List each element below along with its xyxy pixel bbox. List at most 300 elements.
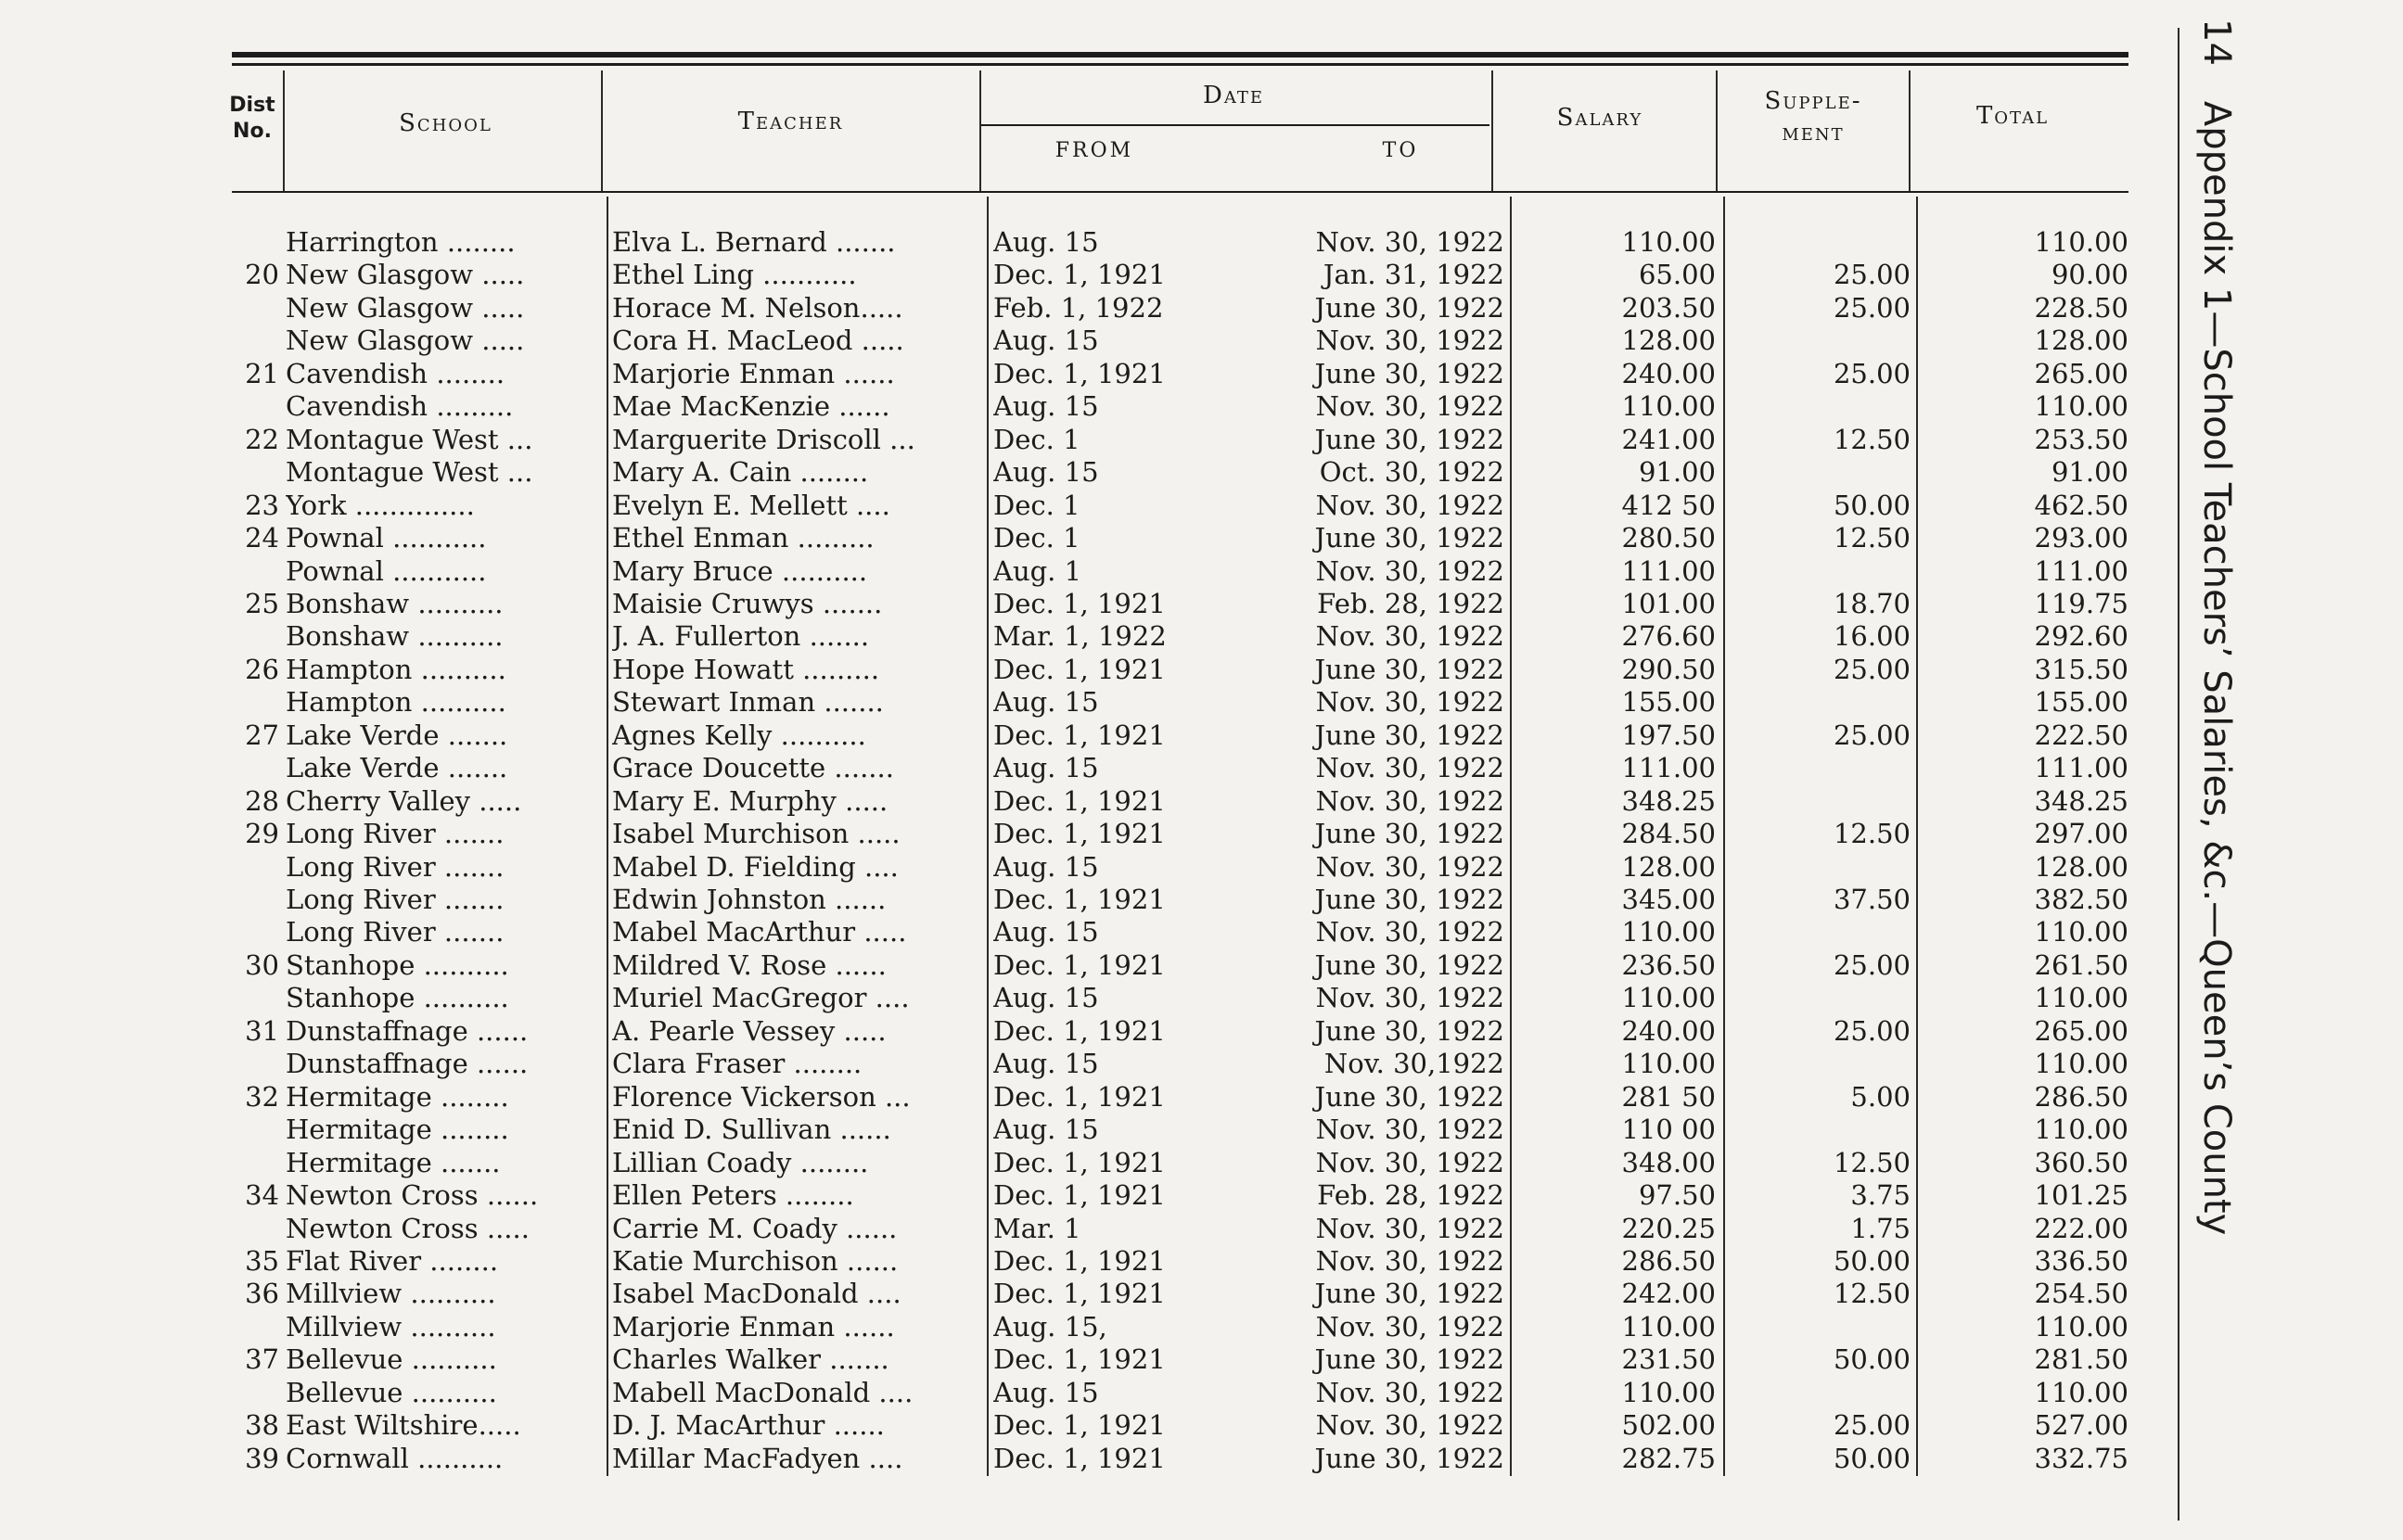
date-to: June 30, 1922 xyxy=(1314,1080,1504,1113)
total-amount: 527.00 xyxy=(2034,1409,2128,1442)
date-to: Nov. 30, 1922 xyxy=(1315,620,1504,653)
date-to: Feb. 28, 1922 xyxy=(1317,587,1504,619)
total-amount: 110.00 xyxy=(2034,982,2128,1014)
header-divider xyxy=(1491,70,1493,191)
date-to: June 30, 1922 xyxy=(1314,948,1504,981)
total-amount: 292.60 xyxy=(2034,620,2128,653)
school-name: Stanhope .......... xyxy=(286,982,509,1014)
header-bottom-rule xyxy=(232,191,2128,193)
side-title xyxy=(2179,19,2254,1521)
teacher-name: Mildred V. Rose ...... xyxy=(612,948,887,981)
salary-amount: 110.00 xyxy=(1621,390,1716,423)
date-from: Dec. 1 xyxy=(993,423,1080,455)
school-name: Long River ....... xyxy=(286,916,505,948)
dist-number: 38 xyxy=(245,1409,279,1442)
date-from-header: FROM xyxy=(1055,139,1134,162)
date-to: Nov. 30, 1922 xyxy=(1315,1146,1504,1178)
total-amount: 110.00 xyxy=(2034,916,2128,948)
supplement-amount: 25.00 xyxy=(1833,653,1911,685)
salary-amount: 65.00 xyxy=(1638,259,1716,291)
school-name: Montague West ... xyxy=(286,456,533,489)
dist-number: 23 xyxy=(245,489,279,521)
salary-header: Salary xyxy=(1556,104,1643,132)
school-name: Cherry Valley ..... xyxy=(286,784,522,817)
salary-amount: 345.00 xyxy=(1621,884,1716,915)
supplement-header-line1: Supple- xyxy=(1764,87,1862,115)
salary-amount: 128.00 xyxy=(1621,850,1716,883)
date-to: Nov. 30, 1922 xyxy=(1315,1376,1504,1408)
date-from: Dec. 1, 1921 xyxy=(993,357,1166,389)
total-amount: 348.25 xyxy=(2034,784,2128,817)
date-to: June 30, 1922 xyxy=(1314,357,1504,389)
total-amount: 382.50 xyxy=(2034,884,2128,915)
table-row xyxy=(0,522,2403,554)
teacher-name: Marjorie Enman ...... xyxy=(612,1310,895,1343)
date-from: Dec. 1, 1921 xyxy=(993,1080,1166,1113)
school-name: Hermitage ....... xyxy=(286,1146,501,1178)
dist-number: 28 xyxy=(245,784,279,817)
teacher-name: Charles Walker ....... xyxy=(612,1343,889,1376)
salary-amount: 412 50 xyxy=(1621,489,1716,521)
date-to-header: TO xyxy=(1382,139,1419,162)
table-row xyxy=(0,1213,2403,1245)
salary-amount: 236.50 xyxy=(1621,948,1716,981)
dist-number: 30 xyxy=(245,948,279,981)
supplement-amount: 50.00 xyxy=(1833,1343,1911,1376)
salary-amount: 111.00 xyxy=(1621,752,1716,784)
date-to: Nov. 30, 1922 xyxy=(1315,390,1504,423)
date-to: Nov. 30, 1922 xyxy=(1315,1212,1504,1244)
table-row xyxy=(0,292,2403,325)
dist-number: 22 xyxy=(245,423,279,455)
date-from: Aug. 15 xyxy=(993,1114,1099,1146)
total-amount: 332.75 xyxy=(2034,1442,2128,1474)
table-row xyxy=(0,456,2403,489)
school-name: Hampton .......... xyxy=(286,686,506,719)
no-header-label: No. xyxy=(233,120,272,143)
date-to: Nov. 30, 1922 xyxy=(1315,982,1504,1014)
teacher-name: Mabell MacDonald .... xyxy=(612,1376,914,1408)
date-to: Nov. 30, 1922 xyxy=(1315,554,1504,587)
total-amount: 111.00 xyxy=(2034,752,2128,784)
total-amount: 286.50 xyxy=(2034,1080,2128,1113)
dist-number: 31 xyxy=(245,1014,279,1047)
table-row xyxy=(0,1179,2403,1212)
total-amount: 360.50 xyxy=(2034,1146,2128,1178)
total-amount: 110.00 xyxy=(2034,1114,2128,1146)
date-to: Nov. 30, 1922 xyxy=(1315,752,1504,784)
date-from: Dec. 1, 1921 xyxy=(993,653,1166,685)
date-to: Nov. 30, 1922 xyxy=(1315,1244,1504,1277)
salary-amount: 284.50 xyxy=(1621,818,1716,850)
total-amount: 261.50 xyxy=(2034,948,2128,981)
supplement-amount: 25.00 xyxy=(1833,259,1911,291)
teacher-name: Florence Vickerson ... xyxy=(612,1080,911,1113)
date-to: Nov. 30, 1922 xyxy=(1315,916,1504,948)
date-from: Dec. 1, 1921 xyxy=(993,884,1166,915)
date-to: June 30, 1922 xyxy=(1314,423,1504,455)
date-from: Dec. 1, 1921 xyxy=(993,719,1166,751)
date-from: Dec. 1, 1921 xyxy=(993,1343,1166,1376)
supplement-header xyxy=(1720,85,1906,148)
total-amount: 265.00 xyxy=(2034,1014,2128,1047)
date-from: Aug. 15 xyxy=(993,850,1099,883)
teacher-name: Edwin Johnston ...... xyxy=(612,884,887,915)
total-amount: 462.50 xyxy=(2034,489,2128,521)
dist-number: 36 xyxy=(245,1278,279,1310)
teacher-name: Clara Fraser ........ xyxy=(612,1048,863,1080)
salary-amount: 111.00 xyxy=(1621,554,1716,587)
supplement-amount: 12.50 xyxy=(1833,522,1911,554)
appendix-title: Appendix 1—School Teachers’ Salaries, &c.—Queen’s County xyxy=(2195,100,2238,1236)
page-number: 14 xyxy=(2195,19,2238,66)
table-row xyxy=(0,259,2403,291)
school-name: York .............. xyxy=(286,489,475,521)
school-name: New Glasgow ..... xyxy=(286,325,525,357)
salary-amount: 282.75 xyxy=(1621,1442,1716,1474)
teacher-name: Enid D. Sullivan ...... xyxy=(612,1114,891,1146)
dist-no-header xyxy=(224,93,280,145)
salary-amount: 220.25 xyxy=(1621,1212,1716,1244)
total-amount: 110.00 xyxy=(2034,1310,2128,1343)
table-row xyxy=(0,1048,2403,1080)
date-to: Nov. 30, 1922 xyxy=(1315,325,1504,357)
total-amount: 297.00 xyxy=(2034,818,2128,850)
table-row xyxy=(0,1147,2403,1179)
date-from: Mar. 1, 1922 xyxy=(993,620,1167,653)
total-amount: 293.00 xyxy=(2034,522,2128,554)
table-row xyxy=(0,884,2403,916)
table-row xyxy=(0,982,2403,1014)
teacher-header: Teacher xyxy=(737,108,844,135)
date-to: Jan. 31, 1922 xyxy=(1323,259,1504,291)
school-name: Cavendish ........ xyxy=(286,357,505,389)
date-from: Dec. 1, 1921 xyxy=(993,1014,1166,1047)
school-name: Cavendish ......... xyxy=(286,390,514,423)
header-divider xyxy=(601,70,603,191)
teacher-name: Ethel Ling ........... xyxy=(612,259,857,291)
table-row xyxy=(0,1311,2403,1343)
table-row xyxy=(0,916,2403,948)
total-header: Total xyxy=(1975,102,2050,130)
teacher-name: Katie Murchison ...... xyxy=(612,1244,899,1277)
date-to: June 30, 1922 xyxy=(1314,653,1504,685)
salary-amount: 110.00 xyxy=(1621,1376,1716,1408)
date-from: Aug. 15 xyxy=(993,456,1099,489)
table-row xyxy=(0,1081,2403,1114)
table-row xyxy=(0,1377,2403,1409)
total-amount: 265.00 xyxy=(2034,357,2128,389)
date-to: June 30, 1922 xyxy=(1314,1442,1504,1474)
date-from: Dec. 1, 1921 xyxy=(993,1409,1166,1442)
date-to: June 30, 1922 xyxy=(1314,818,1504,850)
salary-amount: 110.00 xyxy=(1621,916,1716,948)
teacher-name: Millar MacFadyen .... xyxy=(612,1442,903,1474)
teacher-name: Horace M. Nelson..... xyxy=(612,291,903,324)
school-name: Millview .......... xyxy=(286,1310,496,1343)
table-row xyxy=(0,1015,2403,1048)
table-row xyxy=(0,654,2403,686)
total-amount: 281.50 xyxy=(2034,1343,2128,1376)
salary-amount: 240.00 xyxy=(1621,1014,1716,1047)
salary-amount: 280.50 xyxy=(1621,522,1716,554)
salary-amount: 101.00 xyxy=(1621,587,1716,619)
school-name: Lake Verde ....... xyxy=(286,752,508,784)
date-from: Aug. 15 xyxy=(993,916,1099,948)
teacher-name: Stewart Inman ....... xyxy=(612,686,884,719)
salary-amount: 502.00 xyxy=(1621,1409,1716,1442)
school-name: Stanhope .......... xyxy=(286,948,509,981)
table-row xyxy=(0,325,2403,357)
salary-amount: 276.60 xyxy=(1621,620,1716,653)
salary-amount: 110.00 xyxy=(1621,226,1716,258)
teacher-name: Mary Bruce .......... xyxy=(612,554,868,587)
dist-number: 39 xyxy=(245,1442,279,1474)
supplement-amount: 50.00 xyxy=(1833,1442,1911,1474)
school-name: Bonshaw .......... xyxy=(286,587,504,619)
dist-number: 26 xyxy=(245,653,279,685)
salary-amount: 91.00 xyxy=(1638,456,1716,489)
date-to: Nov. 30, 1922 xyxy=(1315,784,1504,817)
total-amount: 253.50 xyxy=(2034,423,2128,455)
table-row xyxy=(0,949,2403,982)
teacher-name: Isabel Murchison ..... xyxy=(612,818,901,850)
teacher-name: Cora H. MacLeod ..... xyxy=(612,325,904,357)
table-row xyxy=(0,490,2403,522)
teacher-name: Mae MacKenzie ...... xyxy=(612,390,890,423)
teacher-name: Marjorie Enman ...... xyxy=(612,357,895,389)
teacher-name: A. Pearle Vessey ..... xyxy=(612,1014,887,1047)
school-name: Pownal ........... xyxy=(286,522,487,554)
supplement-amount: 50.00 xyxy=(1833,1244,1911,1277)
total-amount: 128.00 xyxy=(2034,850,2128,883)
date-from: Aug. 15 xyxy=(993,1048,1099,1080)
supplement-header-line2: ment xyxy=(1782,119,1845,146)
supplement-amount: 18.70 xyxy=(1833,587,1911,619)
school-name: East Wiltshire..... xyxy=(286,1409,521,1442)
date-header: Date xyxy=(1202,82,1264,109)
table-row xyxy=(0,1343,2403,1376)
school-name: Cornwall .......... xyxy=(286,1442,504,1474)
school-name: New Glasgow ..... xyxy=(286,291,525,324)
school-name: Newton Cross ..... xyxy=(286,1212,530,1244)
date-to: June 30, 1922 xyxy=(1314,884,1504,915)
salary-amount: 281 50 xyxy=(1621,1080,1716,1113)
table-row xyxy=(0,588,2403,620)
dist-header-label: Dist xyxy=(229,94,275,117)
date-to: Nov. 30, 1922 xyxy=(1315,1409,1504,1442)
date-from: Dec. 1, 1921 xyxy=(993,1244,1166,1277)
total-amount: 222.50 xyxy=(2034,719,2128,751)
teacher-name: Hope Howatt ......... xyxy=(612,653,880,685)
date-subheader-rule xyxy=(981,124,1489,126)
table-row xyxy=(0,226,2403,259)
supplement-amount: 3.75 xyxy=(1850,1179,1911,1212)
table-row xyxy=(0,686,2403,719)
date-from: Dec. 1, 1921 xyxy=(993,784,1166,817)
total-amount: 315.50 xyxy=(2034,653,2128,685)
salary-amount: 241.00 xyxy=(1621,423,1716,455)
teacher-name: Mabel MacArthur ..... xyxy=(612,916,907,948)
supplement-amount: 25.00 xyxy=(1833,1014,1911,1047)
date-from: Dec. 1, 1921 xyxy=(993,948,1166,981)
date-from: Aug. 15 xyxy=(993,1376,1099,1408)
salary-amount: 155.00 xyxy=(1621,686,1716,719)
date-from: Feb. 1, 1922 xyxy=(993,291,1164,324)
total-amount: 111.00 xyxy=(2034,554,2128,587)
supplement-amount: 12.50 xyxy=(1833,1278,1911,1310)
salary-amount: 110.00 xyxy=(1621,1048,1716,1080)
date-from: Aug. 1 xyxy=(993,554,1082,587)
school-name: Montague West ... xyxy=(286,423,533,455)
teacher-name: Elva L. Bernard ....... xyxy=(612,226,896,258)
table-row xyxy=(0,1114,2403,1146)
school-name: Lake Verde ....... xyxy=(286,719,508,751)
salary-amount: 110.00 xyxy=(1621,1310,1716,1343)
date-to: June 30, 1922 xyxy=(1314,291,1504,324)
header-divider xyxy=(1909,70,1911,191)
teacher-name: Mary A. Cain ........ xyxy=(612,456,869,489)
table-row xyxy=(0,719,2403,752)
supplement-amount: 16.00 xyxy=(1833,620,1911,653)
school-name: Pownal ........... xyxy=(286,554,487,587)
school-name: Harrington ........ xyxy=(286,226,516,258)
salary-amount: 242.00 xyxy=(1621,1278,1716,1310)
date-from: Dec. 1, 1921 xyxy=(993,587,1166,619)
school-name: Hampton .......... xyxy=(286,653,506,685)
teacher-name: J. A. Fullerton ....... xyxy=(612,620,870,653)
date-from: Dec. 1 xyxy=(993,489,1080,521)
supplement-amount: 25.00 xyxy=(1833,291,1911,324)
date-to: Nov. 30, 1922 xyxy=(1315,489,1504,521)
date-to: June 30, 1922 xyxy=(1314,1014,1504,1047)
table-row xyxy=(0,1443,2403,1475)
salary-amount: 290.50 xyxy=(1621,653,1716,685)
salary-amount: 110.00 xyxy=(1621,982,1716,1014)
date-from: Dec. 1, 1921 xyxy=(993,1146,1166,1178)
teacher-name: Ellen Peters ........ xyxy=(612,1179,854,1212)
date-to: Nov. 30, 1922 xyxy=(1315,850,1504,883)
salary-amount: 231.50 xyxy=(1621,1343,1716,1376)
date-to: June 30, 1922 xyxy=(1314,522,1504,554)
date-from: Aug. 15 xyxy=(993,325,1099,357)
dist-number: 25 xyxy=(245,587,279,619)
total-amount: 90.00 xyxy=(2051,259,2128,291)
school-name: Bonshaw .......... xyxy=(286,620,504,653)
supplement-amount: 25.00 xyxy=(1833,948,1911,981)
school-name: Dunstaffnage ...... xyxy=(286,1014,529,1047)
date-from: Dec. 1, 1921 xyxy=(993,1278,1166,1310)
date-to: Feb. 28, 1922 xyxy=(1317,1179,1504,1212)
salary-amount: 203.50 xyxy=(1621,291,1716,324)
date-to: Nov. 30,1922 xyxy=(1323,1048,1504,1080)
table-row xyxy=(0,851,2403,884)
table-row xyxy=(0,1409,2403,1442)
total-amount: 336.50 xyxy=(2034,1244,2128,1277)
teacher-name: Ethel Enman ......... xyxy=(612,522,875,554)
salary-amount: 197.50 xyxy=(1621,719,1716,751)
table-row xyxy=(0,818,2403,850)
date-from: Aug. 15 xyxy=(993,390,1099,423)
dist-number: 35 xyxy=(245,1244,279,1277)
date-from: Dec. 1, 1921 xyxy=(993,1442,1166,1474)
school-name: Long River ....... xyxy=(286,850,505,883)
dist-number: 32 xyxy=(245,1080,279,1113)
school-name: Bellevue .......... xyxy=(286,1343,497,1376)
supplement-amount: 25.00 xyxy=(1833,357,1911,389)
salary-amount: 348.00 xyxy=(1621,1146,1716,1178)
school-name: Bellevue .......... xyxy=(286,1376,497,1408)
supplement-amount: 12.50 xyxy=(1833,818,1911,850)
salary-amount: 240.00 xyxy=(1621,357,1716,389)
table-row xyxy=(0,358,2403,390)
date-from: Mar. 1 xyxy=(993,1212,1081,1244)
table-row xyxy=(0,1245,2403,1278)
supplement-amount: 1.75 xyxy=(1850,1212,1911,1244)
dist-number: 21 xyxy=(245,357,279,389)
teacher-name: Mary E. Murphy ..... xyxy=(612,784,888,817)
teacher-name: Grace Doucette ....... xyxy=(612,752,894,784)
top-rule-thin xyxy=(232,63,2128,66)
supplement-amount: 25.00 xyxy=(1833,719,1911,751)
table-row xyxy=(0,1278,2403,1310)
teacher-name: Mabel D. Fielding .... xyxy=(612,850,899,883)
school-name: Long River ....... xyxy=(286,884,505,915)
date-to: Nov. 30, 1922 xyxy=(1315,1114,1504,1146)
dist-number: 34 xyxy=(245,1179,279,1212)
teacher-name: D. J. MacArthur ...... xyxy=(612,1409,885,1442)
teacher-name: Evelyn E. Mellett .... xyxy=(612,489,890,521)
supplement-amount: 5.00 xyxy=(1850,1080,1911,1113)
table-row xyxy=(0,785,2403,818)
date-from: Dec. 1 xyxy=(993,522,1080,554)
salary-amount: 110 00 xyxy=(1621,1114,1716,1146)
date-from: Aug. 15 xyxy=(993,982,1099,1014)
supplement-amount: 50.00 xyxy=(1833,489,1911,521)
total-amount: 155.00 xyxy=(2034,686,2128,719)
date-from: Aug. 15 xyxy=(993,226,1099,258)
date-from: Aug. 15, xyxy=(993,1310,1107,1343)
school-name: Hermitage ........ xyxy=(286,1080,509,1113)
date-to: Nov. 30, 1922 xyxy=(1315,1310,1504,1343)
total-amount: 119.75 xyxy=(2034,587,2128,619)
total-amount: 101.25 xyxy=(2034,1179,2128,1212)
school-header: School xyxy=(399,109,492,137)
total-amount: 110.00 xyxy=(2034,390,2128,423)
school-name: Dunstaffnage ...... xyxy=(286,1048,529,1080)
table-row xyxy=(0,620,2403,653)
date-to: Nov. 30, 1922 xyxy=(1315,226,1504,258)
total-amount: 228.50 xyxy=(2034,291,2128,324)
salary-amount: 97.50 xyxy=(1638,1179,1716,1212)
date-to: Nov. 30, 1922 xyxy=(1315,686,1504,719)
school-name: Hermitage ........ xyxy=(286,1114,509,1146)
date-to: June 30, 1922 xyxy=(1314,1278,1504,1310)
dist-number: 27 xyxy=(245,719,279,751)
salary-amount: 348.25 xyxy=(1621,784,1716,817)
table-row xyxy=(0,424,2403,456)
school-name: Flat River ........ xyxy=(286,1244,499,1277)
date-from: Dec. 1, 1921 xyxy=(993,259,1166,291)
teacher-name: Carrie M. Coady ...... xyxy=(612,1212,898,1244)
table-row xyxy=(0,752,2403,784)
date-from: Dec. 1, 1921 xyxy=(993,1179,1166,1212)
salary-amount: 128.00 xyxy=(1621,325,1716,357)
header-divider xyxy=(1716,70,1718,191)
dist-number: 20 xyxy=(245,259,279,291)
supplement-amount: 12.50 xyxy=(1833,1146,1911,1178)
teacher-name: Lillian Coady ........ xyxy=(612,1146,869,1178)
